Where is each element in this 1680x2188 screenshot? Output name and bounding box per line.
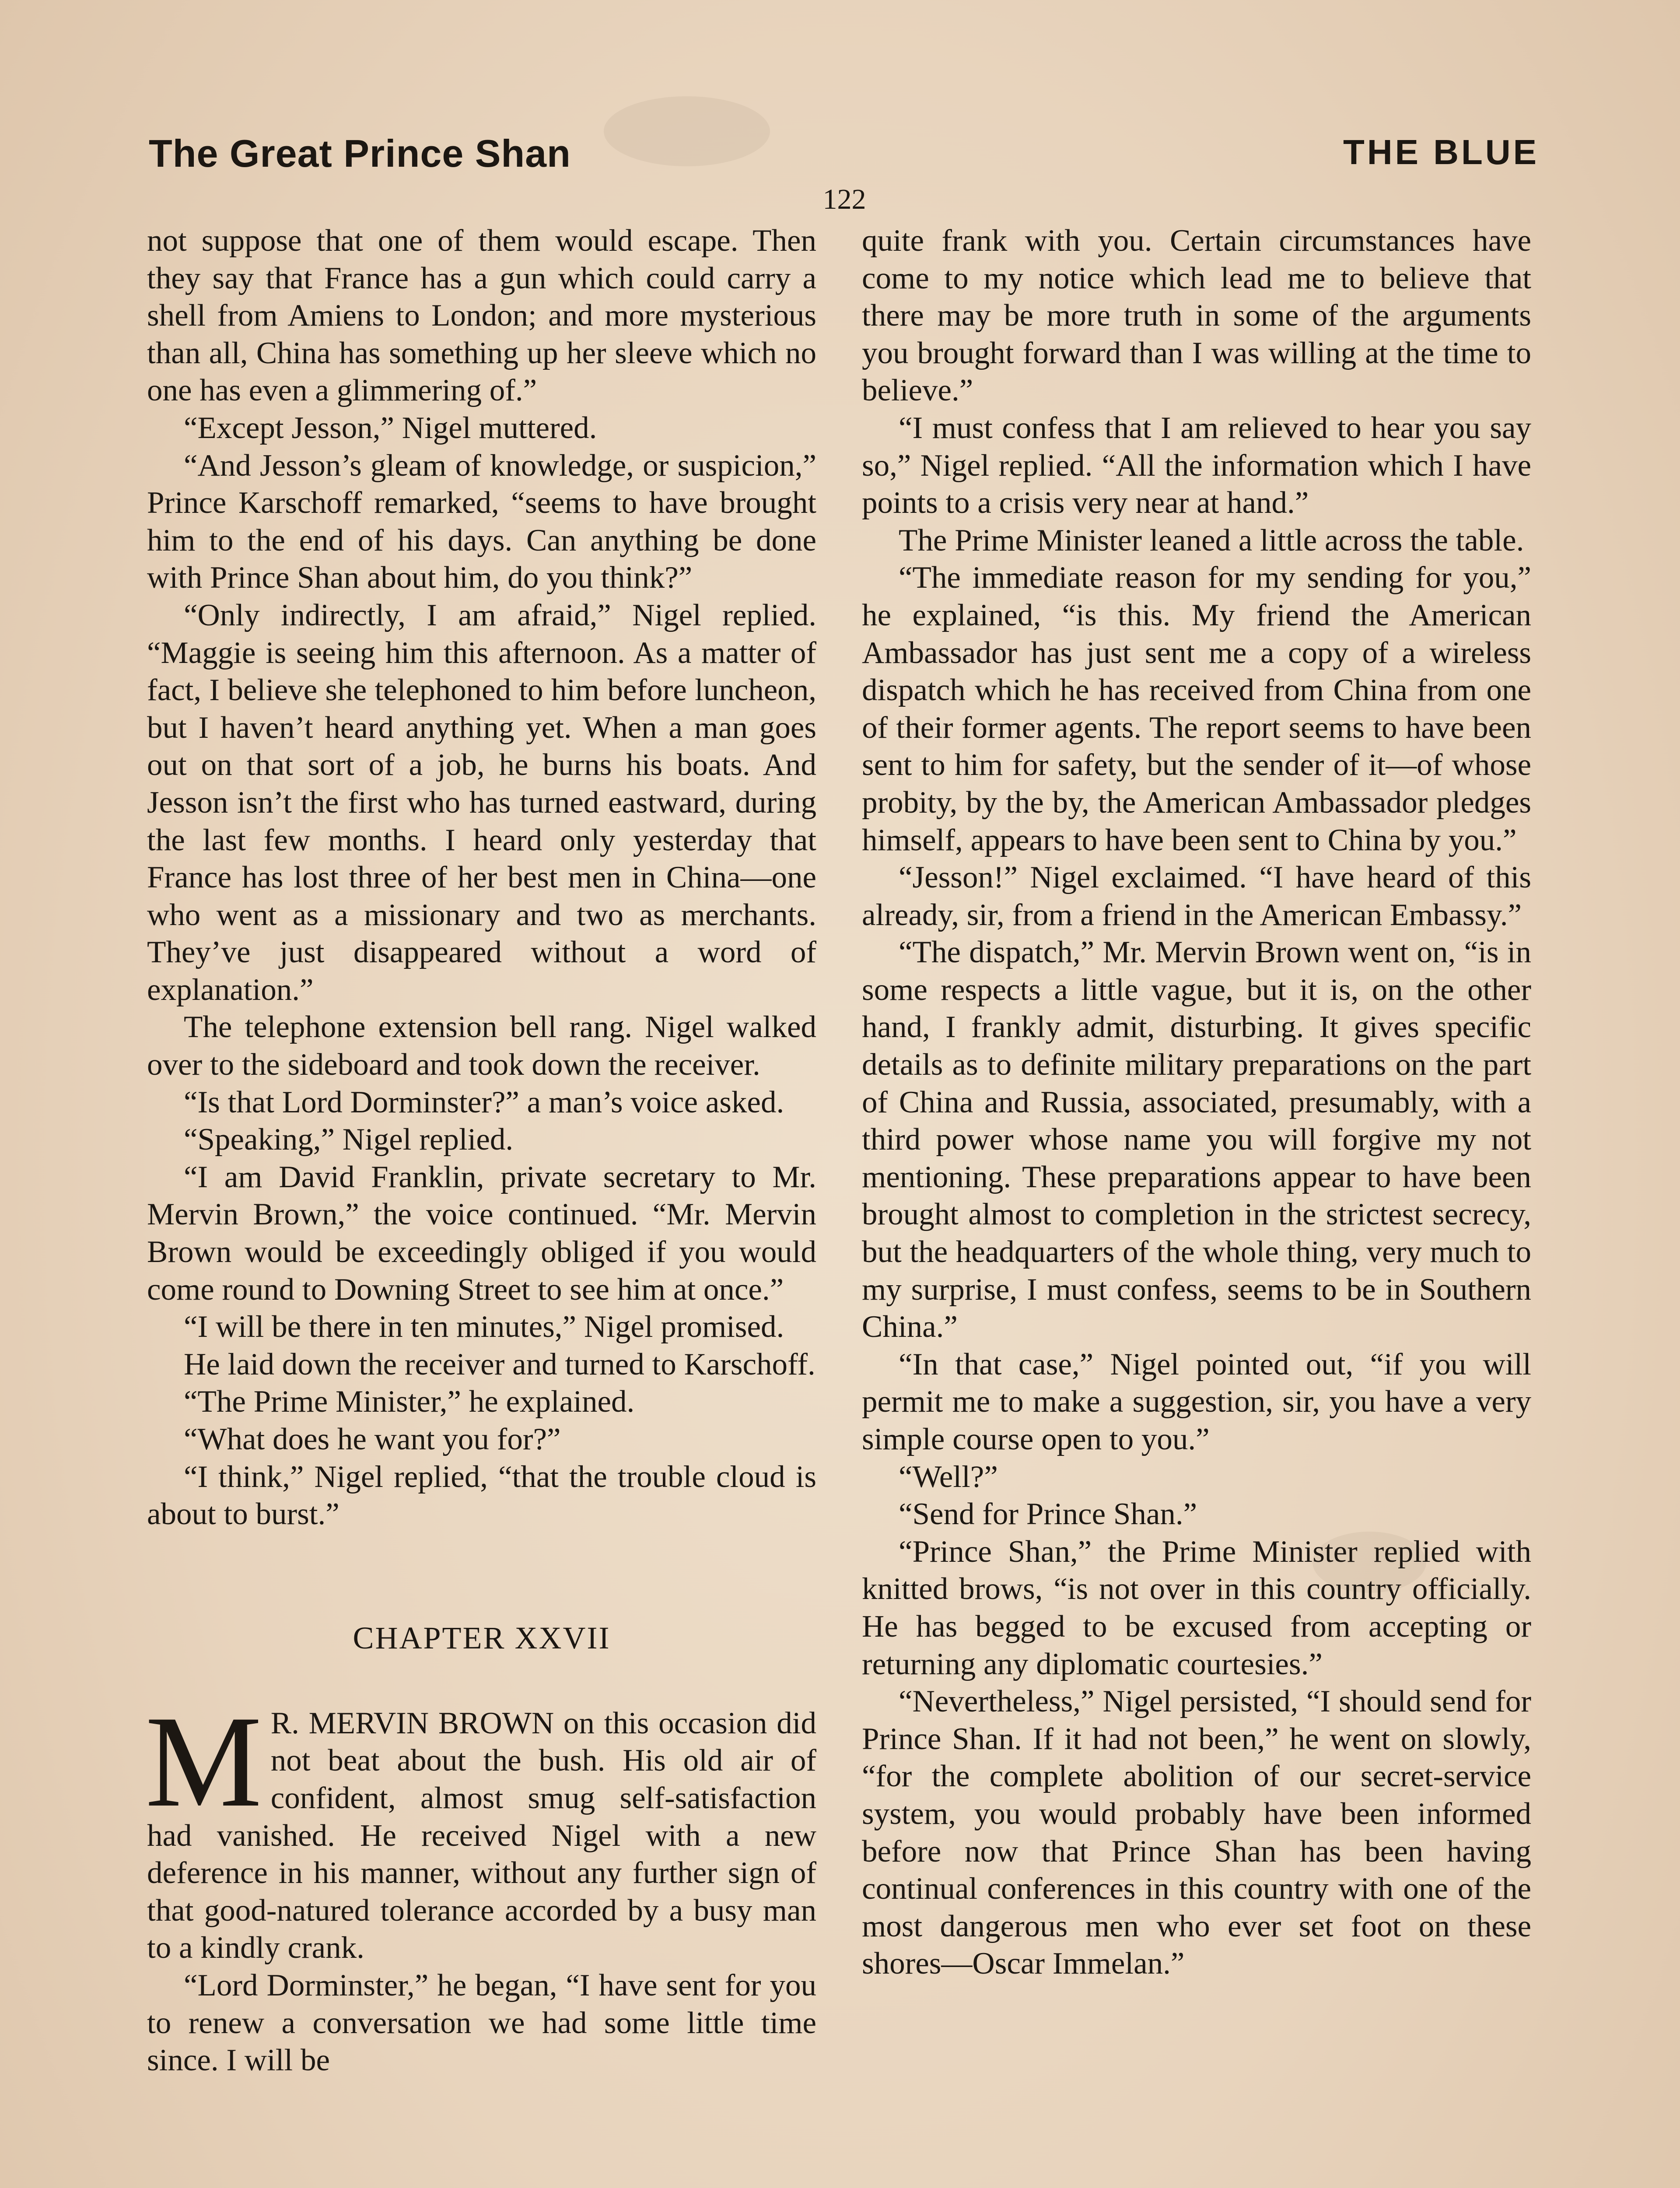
magazine-title: THE BLUE [1343,133,1539,172]
drop-cap-paragraph-text: R. MERVIN BROWN on this occasion did not beat about the bush. His old air of confident, almost smug self-satisfaction had vanished. He received Nigel with a new deference in his manner, without any further sign of that good-natured tolerance accorded by a busy man to a kindly crank. [147,1706,816,1965]
paragraph: “Lord Dorminster,” he began, “I have sent for you to renew a conversation we had some little time since. I will be [147,1968,816,2078]
paragraph: “The Prime Minister,” he explained. [184,1385,635,1419]
left-column [147,222,816,2079]
chapter-heading: CHAPTER XXVII [353,1620,611,1655]
paragraph: “The immediate reason for my sending for you,” he explained, “is this. My friend the American Ambassador has just sent me a copy of a wireless dispatch which he has received from China from one of their former agents. The report seems to have been sent to him for safety, but the sender of it—of whose probity, by the by, the American Ambassador pledges himself, appears to have been sent to China by you.” [862,561,1531,857]
paragraph: He laid down the receiver and turned to Karschoff. [184,1347,816,1382]
paragraph: “Only indirectly, I am afraid,” Nigel replied. “Maggie is seeing him this afternoon. As a matter of fact, I believe she telephoned to him before luncheon, but I haven’t heard anything yet. When a man goes out on that sort of a job, he burns his boats. And Jesson isn’t the first who has turned eastward, during the last few months. I heard only yesterday that France has lost three of her best men in China—one who went as a missionary and two as merchants. They’ve just disappeared without a word of explanation.” [147,598,816,1007]
paragraph: “Is that Lord Dorminster?” a man’s voice asked. [184,1085,784,1119]
paragraph: “Except Jesson,” Nigel muttered. [184,410,597,445]
paragraph: “What does he want you for?” [184,1422,561,1456]
drop-cap-paragraph [145,1688,816,1967]
paragraph: “I am David Franklin, private secretary to Mr. Mervin Brown,” the voice continued. “Mr. Mervin Brown would be exceedingly obliged if you would come round to Downing Street to see him at once.” [147,1160,816,1307]
paragraph: quite frank with you. Certain circumstances have come to my notice which lead me to believe that there may be more truth in some of the arguments you brought forward than I was willing at the time to believe.” [862,224,1531,408]
running-title: The Great Prince Shan [149,132,571,175]
paragraph: “In that case,” Nigel pointed out, “if you will permit me to make a suggestion, sir, you have a very simple course open to you.” [862,1347,1531,1456]
paragraph: “Well?” [899,1459,998,1494]
paragraph: “Speaking,” Nigel replied. [184,1122,514,1157]
paragraph: “Send for Prince Shan.” [899,1497,1197,1532]
paragraph: “I think,” Nigel replied, “that the trouble cloud is about to burst.” [147,1459,816,1532]
paragraph: “I must confess that I am relieved to hear you say so,” Nigel replied. “All the information which I have points to a crisis very near at hand.” [862,410,1531,520]
paragraph: The Prime Minister leaned a little across the table. [899,523,1524,558]
paragraph: “The dispatch,” Mr. Mervin Brown went on, “is in some respects a little vague, but it is, on the other hand, I frankly admit, disturbing. It gives specific details as to definite military preparations on the part of China and Russia, associated, presumably, with a third power whose name you will forgive my not mentioning. These preparations appear to have been brought almost to completion in the strictest secrecy, but the headquarters of the whole thing, very much to my surprise, I must confess, seems to be in Southern China.” [862,935,1531,1344]
paragraph: The telephone extension bell rang. Nigel walked over to the sideboard and took down the receiver. [147,1010,816,1082]
right-column [862,222,1531,1983]
paragraph: “Nevertheless,” Nigel persisted, “I should send for Prince Shan. If it had not been,” he went on slowly, “for the complete abolition of our secret-service system, you would probably have been informed before now that Prince Shan has been having continual conferences in this country with one of the most dangerous men who ever set foot on these shores—Oscar Immelan.” [862,1684,1531,1981]
drop-cap: M [145,1688,262,1834]
page-number: 122 [822,183,866,215]
paragraph: “Jesson!” Nigel exclaimed. “I have heard of this already, sir, from a friend in the American Embassy.” [862,860,1531,932]
paragraph: “I will be there in ten minutes,” Nigel promised. [184,1310,784,1344]
paragraph: “Prince Shan,” the Prime Minister replied with knitted brows, “is not over in this country officially. He has begged to be excused from accepting or returning any diplomatic courtesies.” [862,1534,1531,1681]
paragraph: not suppose that one of them would escape. Then they say that France has a gun which could carry a shell from Amiens to London; and more mysterious than all, China has something up her sleeve which no one has even a glimmering of.” [147,224,816,408]
paragraph: “And Jesson’s gleam of knowledge, or suspicion,” Prince Karschoff remarked, “seems to have brought him to the end of his days. Can anything be done with Prince Shan about him, do you think?” [147,448,816,595]
print-smudge [604,96,770,166]
